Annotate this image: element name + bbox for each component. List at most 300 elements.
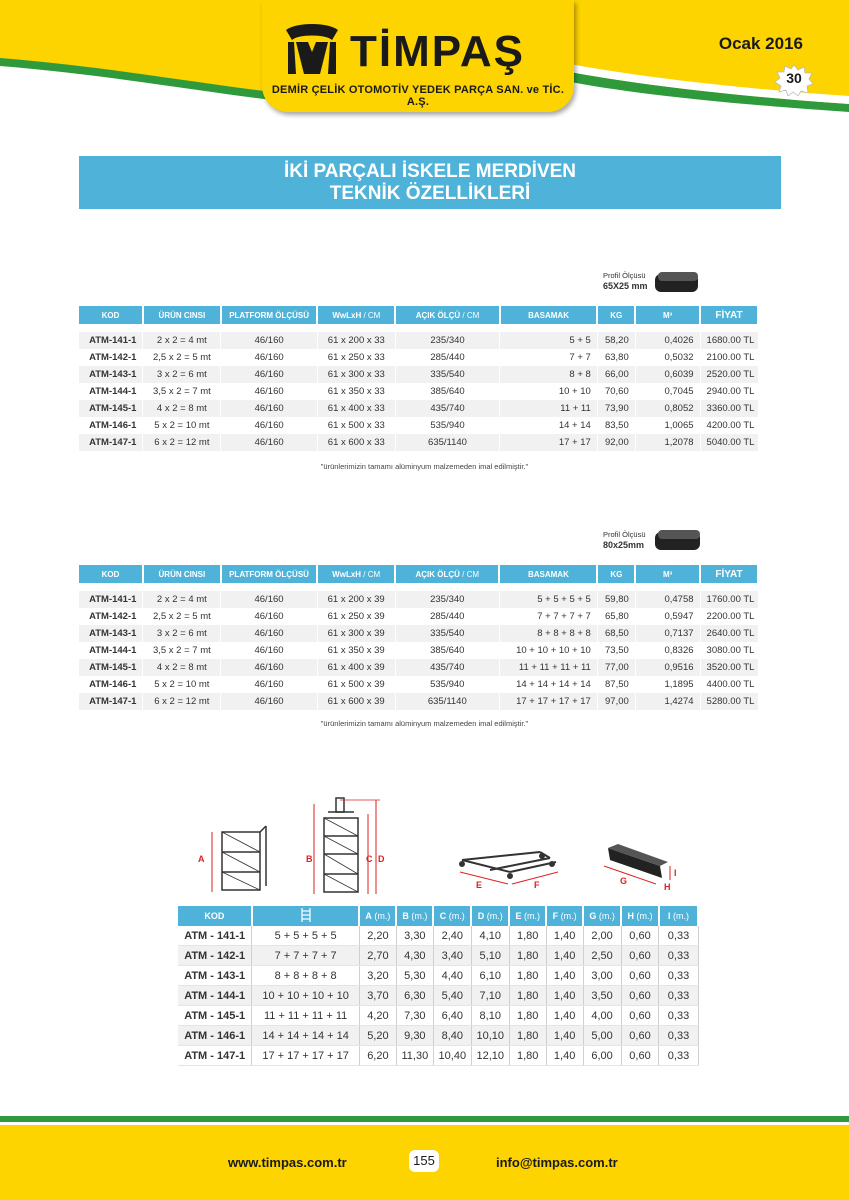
cell-kg: 97,00	[597, 693, 635, 710]
dim-label-i: I	[674, 868, 677, 878]
cell-acik: 635/1140	[395, 434, 500, 451]
cell-urun: 5 x 2 = 10 mt	[143, 676, 221, 693]
profile-size-label-2	[603, 530, 646, 551]
cell-kod: ATM - 144-1	[178, 986, 252, 1006]
cell-kod: ATM-143-1	[79, 366, 143, 383]
cell-kg: 73,90	[597, 400, 635, 417]
page-number: 155	[413, 1153, 435, 1168]
col-e	[509, 906, 546, 926]
cell-i: 0,33	[659, 926, 698, 946]
cell-fiyat: 2520.00 TL	[700, 366, 758, 383]
cell-a: 5,20	[359, 1026, 396, 1046]
cell-platform: 46/160	[221, 693, 317, 710]
table-row	[178, 946, 698, 966]
cell-e: 1,80	[509, 1006, 546, 1026]
cell-e: 1,80	[509, 966, 546, 986]
cell-e: 1,80	[509, 986, 546, 1006]
cell-platform: 46/160	[221, 591, 317, 608]
cell-platform: 46/160	[221, 659, 317, 676]
cell-urun: 2 x 2 = 4 mt	[143, 332, 221, 349]
cell-h: 0,60	[621, 1026, 659, 1046]
cell-basamak: 14 + 14	[500, 417, 598, 434]
profile-section-icon	[654, 529, 702, 553]
col-f-letter: F	[552, 911, 559, 921]
cell-f: 1,40	[546, 986, 583, 1006]
table-row	[79, 434, 758, 451]
col-unit: (m.)	[596, 911, 615, 921]
col-unit: (m.)	[446, 911, 465, 921]
brand-name: TİMPAŞ	[350, 27, 525, 76]
cell-kod: ATM - 142-1	[178, 946, 252, 966]
cell-kg: 63,80	[597, 349, 635, 366]
col-wwlxh	[317, 565, 395, 583]
col-unit: (m.)	[670, 911, 689, 921]
issue-date: Ocak 2016	[718, 34, 803, 53]
cell-kg: 92,00	[597, 434, 635, 451]
table-row	[79, 642, 758, 659]
cell-fiyat: 3080.00 TL	[700, 642, 758, 659]
cell-steps: 17 + 17 + 17 + 17	[252, 1046, 360, 1066]
cell-wwlxh: 61 x 600 x 33	[317, 434, 395, 451]
table-row	[79, 608, 758, 625]
cell-f: 1,40	[546, 926, 583, 946]
col-urun-cinsi: ÜRÜN CINSI	[143, 565, 221, 583]
cell-d: 8,10	[471, 1006, 509, 1026]
col-basamak: BASAMAK	[500, 306, 598, 324]
cell-h: 0,60	[621, 986, 659, 1006]
dim-label-d: D	[378, 854, 385, 864]
cell-b: 9,30	[396, 1026, 433, 1046]
profile-size: 65X25 mm	[603, 281, 648, 291]
cell-kod: ATM-142-1	[79, 349, 143, 366]
cell-fiyat: 3360.00 TL	[700, 400, 758, 417]
col-kg: KG	[597, 306, 635, 324]
dim-label-a: A	[198, 854, 205, 864]
table-row	[79, 400, 758, 417]
cell-kod: ATM-141-1	[79, 591, 143, 608]
logo-panel	[262, 0, 574, 112]
cell-platform: 46/160	[221, 332, 318, 349]
cell-i: 0,33	[659, 1026, 698, 1046]
table-row	[79, 591, 758, 608]
cell-m3: 0,7137	[635, 625, 700, 642]
cell-basamak: 17 + 17 + 17 + 17	[499, 693, 597, 710]
table-row	[178, 1006, 698, 1026]
col-urun-cinsi: ÜRÜN CINSI	[143, 306, 221, 324]
table-row	[178, 986, 698, 1006]
col-d-letter: D	[477, 911, 485, 921]
table-row	[79, 659, 758, 676]
cell-acik: 535/940	[395, 417, 500, 434]
cell-c: 3,40	[433, 946, 471, 966]
cell-basamak: 7 + 7	[500, 349, 598, 366]
cell-steps: 10 + 10 + 10 + 10	[252, 986, 360, 1006]
cell-urun: 3 x 2 = 6 mt	[143, 366, 221, 383]
cell-m3: 0,8052	[635, 400, 700, 417]
col-unit: (m.)	[521, 911, 540, 921]
cell-i: 0,33	[659, 946, 698, 966]
profile-label: Profil Ölçüsü	[603, 530, 646, 539]
table-row	[178, 966, 698, 986]
cell-platform: 46/160	[221, 349, 318, 366]
spec-table-80x25	[79, 565, 759, 710]
cell-basamak: 11 + 11	[500, 400, 598, 417]
title-line-1: İKİ PARÇALI İSKELE MERDİVEN	[283, 161, 577, 182]
cell-kg: 59,80	[597, 591, 635, 608]
cell-basamak: 7 + 7 + 7 + 7	[499, 608, 597, 625]
cell-acik: 385/640	[395, 642, 499, 659]
profile-size-label-1	[603, 271, 648, 292]
col-g	[583, 906, 621, 926]
cell-a: 3,20	[359, 966, 396, 986]
cell-basamak: 10 + 10	[500, 383, 598, 400]
col-unit: (m.)	[371, 911, 391, 921]
col-acik-olcu	[395, 565, 499, 583]
cell-g: 2,50	[583, 946, 621, 966]
cell-i: 0,33	[659, 986, 698, 1006]
cell-acik: 385/640	[395, 383, 500, 400]
website-link[interactable]: www.timpas.com.tr	[228, 1155, 347, 1170]
cell-e: 1,80	[509, 946, 546, 966]
col-g-letter: G	[589, 911, 597, 921]
cell-kg: 73,50	[597, 642, 635, 659]
cell-platform: 46/160	[221, 417, 318, 434]
scaffold-small-icon	[212, 826, 266, 892]
cell-platform: 46/160	[221, 642, 317, 659]
cell-urun: 3 x 2 = 6 mt	[143, 625, 221, 642]
cell-a: 4,20	[359, 1006, 396, 1026]
cell-fiyat: 2200.00 TL	[700, 608, 758, 625]
cell-fiyat: 2940.00 TL	[700, 383, 758, 400]
cell-g: 4,00	[583, 1006, 621, 1026]
cell-kg: 66,00	[597, 366, 635, 383]
cell-acik: 435/740	[395, 400, 500, 417]
cell-a: 6,20	[359, 1046, 396, 1066]
col-steps	[252, 906, 360, 926]
profile-size: 80x25mm	[603, 540, 645, 550]
cell-wwlxh: 61 x 250 x 39	[317, 608, 395, 625]
cell-i: 0,33	[659, 1006, 698, 1026]
cell-kg: 70,60	[597, 383, 635, 400]
cell-g: 5,00	[583, 1026, 621, 1046]
col-wwlxh	[317, 306, 395, 324]
wwlxh-unit: / CM	[361, 569, 381, 579]
cell-kod: ATM-145-1	[79, 400, 143, 417]
cell-platform: 46/160	[221, 383, 318, 400]
cell-acik: 335/540	[395, 625, 499, 642]
cell-fiyat: 3520.00 TL	[700, 659, 758, 676]
cell-c: 5,40	[433, 986, 471, 1006]
col-kod: KOD	[79, 306, 143, 324]
cell-wwlxh: 61 x 350 x 33	[317, 383, 395, 400]
cell-m3: 0,4758	[635, 591, 700, 608]
col-e-letter: E	[515, 911, 522, 921]
cell-kg: 68,50	[597, 625, 635, 642]
cell-b: 6,30	[396, 986, 433, 1006]
cell-m3: 0,7045	[635, 383, 700, 400]
cell-basamak: 5 + 5	[500, 332, 598, 349]
acik-label: AÇIK ÖLÇÜ	[415, 310, 461, 320]
cell-f: 1,40	[546, 946, 583, 966]
cell-h: 0,60	[621, 1006, 659, 1026]
cell-basamak: 5 + 5 + 5 + 5	[499, 591, 597, 608]
cell-g: 2,00	[583, 926, 621, 946]
cell-h: 0,60	[621, 926, 659, 946]
cell-kod: ATM-144-1	[79, 642, 143, 659]
cell-wwlxh: 61 x 500 x 39	[317, 676, 395, 693]
dimension-table	[178, 906, 699, 1066]
cell-d: 12,10	[471, 1046, 509, 1066]
cell-kod: ATM-142-1	[79, 608, 143, 625]
table-row	[178, 1026, 698, 1046]
scaffold-diagrams	[190, 790, 720, 900]
cell-acik: 335/540	[395, 366, 500, 383]
cell-a: 2,70	[359, 946, 396, 966]
col-unit: (m.)	[634, 911, 653, 921]
cell-platform: 46/160	[221, 608, 317, 625]
scaffold-base-icon	[460, 852, 558, 884]
table-row	[79, 366, 758, 383]
cell-platform: 46/160	[221, 676, 317, 693]
col-h	[621, 906, 659, 926]
table-row	[79, 332, 758, 349]
timpas-logo-icon	[282, 22, 342, 78]
wwlxh-label: WwLxH	[332, 569, 362, 579]
cell-f: 1,40	[546, 1046, 583, 1066]
profile-label: Profil Ölçüsü	[603, 271, 646, 280]
cell-i: 0,33	[659, 1046, 698, 1066]
cell-urun: 5 x 2 = 10 mt	[143, 417, 221, 434]
cell-g: 3,50	[583, 986, 621, 1006]
acik-unit: / CM	[460, 310, 480, 320]
cell-platform: 46/160	[221, 400, 318, 417]
col-h-letter: H	[627, 911, 635, 921]
cell-steps: 8 + 8 + 8 + 8	[252, 966, 360, 986]
cell-b: 7,30	[396, 1006, 433, 1026]
cell-m3: 0,4026	[635, 332, 700, 349]
cell-wwlxh: 61 x 250 x 33	[317, 349, 395, 366]
cell-urun: 4 x 2 = 8 mt	[143, 659, 221, 676]
table-row	[178, 1046, 698, 1066]
acik-label: AÇIK ÖLÇÜ	[415, 569, 460, 579]
cell-platform: 46/160	[221, 366, 318, 383]
cell-wwlxh: 61 x 400 x 39	[317, 659, 395, 676]
cell-a: 3,70	[359, 986, 396, 1006]
cell-platform: 46/160	[221, 434, 318, 451]
cell-basamak: 10 + 10 + 10 + 10	[499, 642, 597, 659]
cell-d: 7,10	[471, 986, 509, 1006]
dim-label-h: H	[664, 882, 671, 892]
col-platform: PLATFORM ÖLÇÜSÜ	[221, 565, 317, 583]
cell-kg: 77,00	[597, 659, 635, 676]
cell-fiyat: 1760.00 TL	[700, 591, 758, 608]
col-kg: KG	[597, 565, 635, 583]
cell-c: 8,40	[433, 1026, 471, 1046]
table-row	[79, 349, 758, 366]
cell-acik: 435/740	[395, 659, 499, 676]
scaffold-tall-icon	[314, 798, 380, 894]
cell-c: 2,40	[433, 926, 471, 946]
cell-b: 4,30	[396, 946, 433, 966]
cell-urun: 3,5 x 2 = 7 mt	[143, 642, 221, 659]
cell-m3: 1,2078	[635, 434, 700, 451]
cell-f: 1,40	[546, 1026, 583, 1046]
dim-label-f: F	[534, 880, 540, 890]
cell-c: 6,40	[433, 1006, 471, 1026]
cell-steps: 11 + 11 + 11 + 11	[252, 1006, 360, 1026]
cell-fiyat: 5280.00 TL	[700, 693, 758, 710]
cell-m3: 1,0065	[635, 417, 700, 434]
col-unit: (m.)	[408, 911, 428, 921]
col-platform: PLATFORM ÖLÇÜSÜ	[221, 306, 318, 324]
table-row	[79, 676, 758, 693]
col-b-letter: B	[402, 911, 409, 921]
cell-urun: 2,5 x 2 = 5 mt	[143, 349, 221, 366]
cell-basamak: 14 + 14 + 14 + 14	[499, 676, 597, 693]
spacer-row	[79, 583, 758, 591]
col-unit: (m.)	[484, 911, 503, 921]
dim-label-c: C	[366, 854, 373, 864]
acik-unit: / CM	[459, 569, 480, 579]
cell-h: 0,60	[621, 1046, 659, 1066]
col-acik-olcu	[395, 306, 500, 324]
cell-urun: 2,5 x 2 = 5 mt	[143, 608, 221, 625]
cell-kod: ATM-143-1	[79, 625, 143, 642]
cell-kod: ATM - 147-1	[178, 1046, 252, 1066]
cell-e: 1,80	[509, 1026, 546, 1046]
cell-urun: 6 x 2 = 12 mt	[143, 434, 221, 451]
page-title	[79, 156, 781, 209]
table-row	[79, 625, 758, 642]
cell-c: 10,40	[433, 1046, 471, 1066]
cell-h: 0,60	[621, 966, 659, 986]
col-c-letter: C	[439, 911, 447, 921]
cell-wwlxh: 61 x 300 x 39	[317, 625, 395, 642]
cell-wwlxh: 61 x 300 x 33	[317, 366, 395, 383]
cell-wwlxh: 61 x 600 x 39	[317, 693, 395, 710]
col-unit: (m.)	[558, 911, 577, 921]
cell-wwlxh: 61 x 200 x 33	[317, 332, 395, 349]
cell-kod: ATM - 145-1	[178, 1006, 252, 1026]
dim-label-e: E	[476, 880, 483, 890]
email-link[interactable]: info@timpas.com.tr	[496, 1155, 618, 1170]
table-row	[178, 926, 698, 946]
cell-b: 3,30	[396, 926, 433, 946]
cell-kod: ATM-144-1	[79, 383, 143, 400]
company-name: DEMİR ÇELİK OTOMOTİV YEDEK PARÇA SAN. ve TİC. A.Ş.	[271, 84, 565, 108]
cell-wwlxh: 61 x 350 x 39	[317, 642, 395, 659]
cell-m3: 1,4274	[635, 693, 700, 710]
col-f	[546, 906, 583, 926]
cell-steps: 14 + 14 + 14 + 14	[252, 1026, 360, 1046]
col-fiyat: FİYAT	[700, 565, 758, 583]
badge-number: 30	[786, 70, 802, 86]
cell-f: 1,40	[546, 1006, 583, 1026]
cell-basamak: 11 + 11 + 11 + 11	[499, 659, 597, 676]
title-line-2: TEKNİK ÖZELLİKLERİ	[329, 183, 531, 204]
cell-f: 1,40	[546, 966, 583, 986]
cell-c: 4,40	[433, 966, 471, 986]
cell-urun: 4 x 2 = 8 mt	[143, 400, 221, 417]
cell-kod: ATM-141-1	[79, 332, 143, 349]
cell-kg: 65,80	[597, 608, 635, 625]
cell-fiyat: 2640.00 TL	[700, 625, 758, 642]
cell-acik: 285/440	[395, 349, 500, 366]
cell-wwlxh: 61 x 400 x 33	[317, 400, 395, 417]
cell-g: 6,00	[583, 1046, 621, 1066]
cell-fiyat: 1680.00 TL	[700, 332, 758, 349]
cell-acik: 235/340	[395, 591, 499, 608]
wwlxh-label: WwLxH	[332, 310, 362, 320]
cell-fiyat: 4200.00 TL	[700, 417, 758, 434]
cell-kod: ATM-146-1	[79, 417, 143, 434]
cell-wwlxh: 61 x 200 x 39	[317, 591, 395, 608]
cell-acik: 285/440	[395, 608, 499, 625]
cell-h: 0,60	[621, 946, 659, 966]
col-kod: KOD	[178, 906, 252, 926]
cell-i: 0,33	[659, 966, 698, 986]
cell-m3: 0,5947	[635, 608, 700, 625]
cell-m3: 0,8326	[635, 642, 700, 659]
cell-d: 10,10	[471, 1026, 509, 1046]
dim-label-g: G	[620, 876, 628, 886]
cell-kg: 87,50	[597, 676, 635, 693]
cell-fiyat: 2100.00 TL	[700, 349, 758, 366]
cell-acik: 635/1140	[395, 693, 499, 710]
profile-section-icon	[654, 271, 700, 295]
cell-steps: 7 + 7 + 7 + 7	[252, 946, 360, 966]
wwlxh-unit: / CM	[361, 310, 381, 320]
cell-e: 1,80	[509, 1046, 546, 1066]
cell-kod: ATM-145-1	[79, 659, 143, 676]
cell-d: 6,10	[471, 966, 509, 986]
cell-steps: 5 + 5 + 5 + 5	[252, 926, 360, 946]
col-d	[471, 906, 509, 926]
cell-m3: 0,6039	[635, 366, 700, 383]
spec-table-65x25	[79, 306, 759, 451]
cell-d: 5,10	[471, 946, 509, 966]
cell-kod: ATM-147-1	[79, 434, 143, 451]
col-a	[359, 906, 396, 926]
cell-e: 1,80	[509, 926, 546, 946]
cell-m3: 0,9516	[635, 659, 700, 676]
cell-basamak: 8 + 8 + 8 + 8	[499, 625, 597, 642]
cell-acik: 235/340	[395, 332, 500, 349]
col-b	[396, 906, 433, 926]
cell-m3: 0,5032	[635, 349, 700, 366]
cell-b: 5,30	[396, 966, 433, 986]
col-fiyat: FİYAT	[700, 306, 758, 324]
dim-label-b: B	[306, 854, 313, 864]
col-a-letter: A	[365, 911, 372, 921]
col-m3: M³	[635, 565, 700, 583]
col-m3: M³	[635, 306, 700, 324]
cell-m3: 1,1895	[635, 676, 700, 693]
cell-kod: ATM-146-1	[79, 676, 143, 693]
table-row	[79, 417, 758, 434]
cell-kod: ATM - 141-1	[178, 926, 252, 946]
cell-kod: ATM - 143-1	[178, 966, 252, 986]
cell-urun: 6 x 2 = 12 mt	[143, 693, 221, 710]
spacer-row	[79, 324, 758, 332]
col-i-letter: I	[667, 911, 671, 921]
cell-basamak: 17 + 17	[500, 434, 598, 451]
material-note-2: "ürünlerimizin tamamı alüminyum malzemeden imal edilmiştir."	[320, 719, 529, 728]
cell-kg: 83,50	[597, 417, 635, 434]
cell-a: 2,20	[359, 926, 396, 946]
cell-platform: 46/160	[221, 625, 317, 642]
cell-b: 11,30	[396, 1046, 433, 1066]
